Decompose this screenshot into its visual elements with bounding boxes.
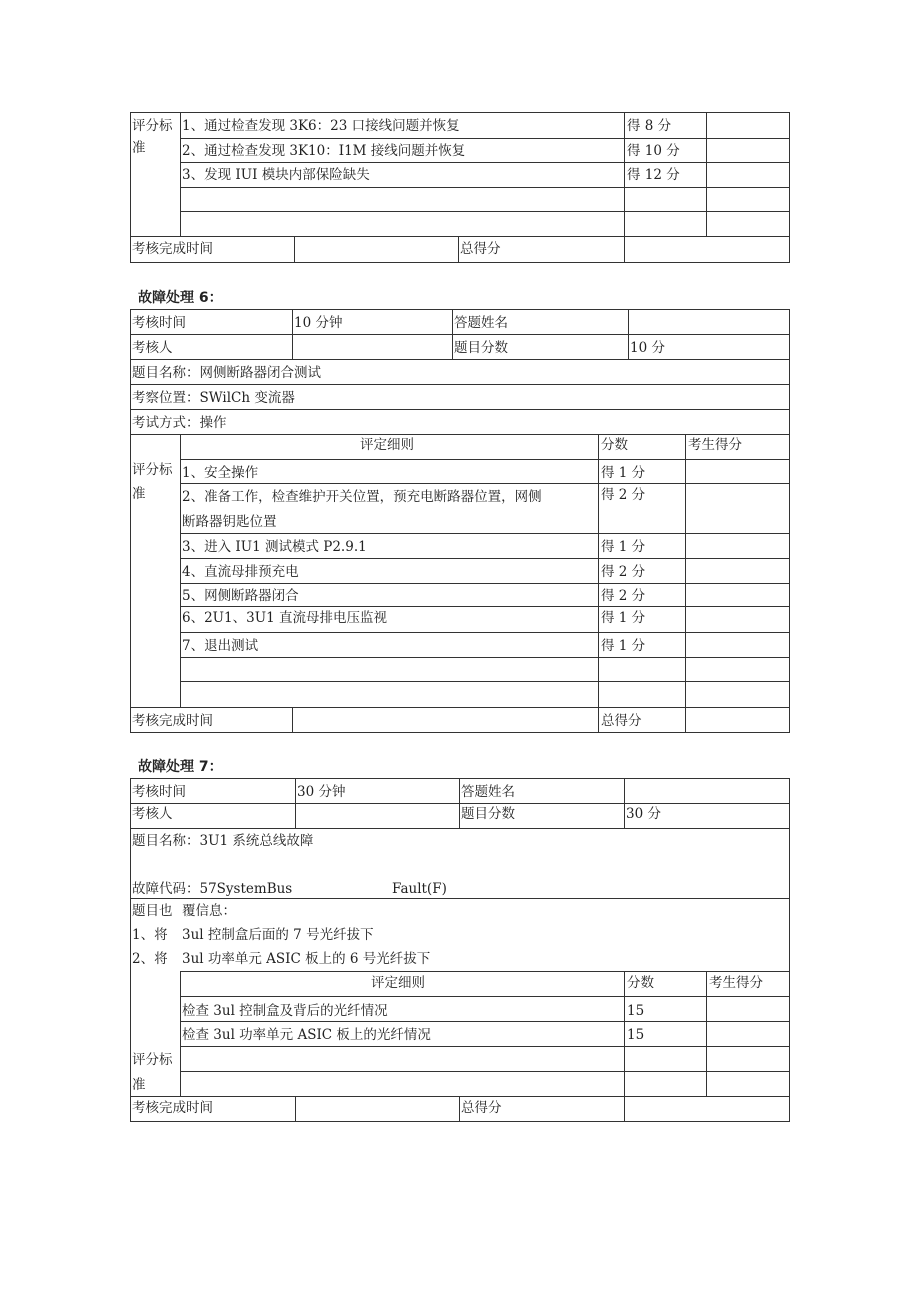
criteria-item: 7、退出测试	[182, 638, 259, 654]
exam-time-label: 考核时间	[132, 315, 186, 331]
criteria-item: 1、安全操作	[182, 465, 259, 481]
scoring-label-line1: 评分标	[132, 462, 173, 478]
step1-text: 3ul 控制盒后面的 7 号光纤拔下	[182, 927, 374, 943]
points-header: 分数	[627, 975, 654, 991]
question-name: 题目名称：网侧断路器闭合测试	[132, 365, 321, 381]
score-value: 30 分	[626, 806, 661, 822]
criteria-score: 得 1 分	[601, 610, 646, 626]
criteria-score: 得 2 分	[601, 564, 646, 580]
question-name: 题目名称：3U1 系统总线故障	[132, 833, 314, 849]
criteria-header: 评定细则	[360, 437, 414, 453]
exam-method: 考试方式：操作	[132, 415, 227, 431]
score-value: 10 分	[630, 340, 665, 356]
total-score-label: 总得分	[460, 241, 501, 257]
criteria-item: 2、准备工作，检查维护开关位置，预充电断路器位置，网侧	[182, 489, 542, 505]
step2-text: 3ul 功率单元 ASIC 板上的 6 号光纤拔下	[182, 951, 431, 967]
criteria-item: 5、网侧断路器闭合	[182, 588, 299, 604]
criteria-score: 得 2 分	[601, 588, 646, 604]
criteria-score: 15	[627, 1003, 645, 1019]
score-label: 题目分数	[454, 340, 508, 356]
finish-time-label: 考核完成时间	[132, 1100, 213, 1116]
scoring-label-line2: 准	[132, 140, 146, 156]
exam-time-label: 考核时间	[132, 784, 186, 800]
criteria-score: 得 12 分	[627, 167, 680, 183]
fault-code-label: 故障代码：57SystemBus	[132, 881, 293, 897]
step2-prefix: 2、将	[132, 951, 168, 967]
criteria-header: 评定细则	[371, 975, 425, 991]
scoring-label-line2: 准	[132, 1077, 146, 1093]
criteria-item: 检查 3ul 功率单元 ASIC 板上的光纤情况	[182, 1027, 431, 1043]
criteria-item: 2、通过检查发现 3K10：I1M 接线问题并恢复	[182, 143, 466, 159]
criteria-item: 4、直流母排预充电	[182, 564, 299, 580]
fault-code-suffix: Fault(F)	[392, 881, 447, 897]
criteria-score: 得 1 分	[601, 638, 646, 654]
criteria-score: 15	[627, 1027, 645, 1043]
finish-time-label: 考核完成时间	[132, 241, 213, 257]
criteria-item-continued: 断路器钥匙位置	[182, 514, 277, 530]
info-prefix: 题目也	[132, 903, 173, 919]
examiner-label: 考核人	[132, 340, 173, 356]
criteria-score: 得 1 分	[601, 539, 646, 555]
answerer-label: 答题姓名	[461, 784, 515, 800]
info-text: 覆信息：	[182, 903, 236, 919]
exam-time-value: 30 分钟	[297, 784, 346, 800]
criteria-item: 检查 3ul 控制盒及背后的光纤情况	[182, 1003, 388, 1019]
criteria-score: 得 10 分	[627, 143, 680, 159]
answerer-label: 答题姓名	[454, 315, 508, 331]
candidate-score-header: 考生得分	[709, 975, 763, 991]
finish-time-label: 考核完成时间	[132, 713, 213, 729]
criteria-item: 1、通过检查发现 3K6：23 口接线问题并恢复	[182, 118, 460, 134]
examiner-label: 考核人	[132, 806, 173, 822]
exam-time-value: 10 分钟	[294, 315, 343, 331]
inspection-location: 考察位置：SWilCh 变流器	[132, 390, 295, 406]
criteria-item: 3、发现 IUI 模块内部保险缺失	[182, 167, 370, 183]
criteria-score: 得 8 分	[627, 118, 672, 134]
scoring-label-line2: 准	[132, 486, 146, 502]
total-score-label: 总得分	[461, 1100, 502, 1116]
criteria-item: 3、进入 IU1 测试模式 P2.9.1	[182, 539, 367, 555]
step1-prefix: 1、将	[132, 927, 168, 943]
criteria-score: 得 2 分	[601, 487, 646, 503]
points-header: 分数	[601, 437, 628, 453]
criteria-item: 6、2U1、3U1 直流母排电压监视	[182, 610, 387, 626]
criteria-score: 得 1 分	[601, 465, 646, 481]
score-label: 题目分数	[461, 806, 515, 822]
scoring-label-line1: 评分标	[132, 1052, 173, 1068]
total-score-label: 总得分	[601, 713, 642, 729]
scoring-label-line1: 评分标	[132, 118, 173, 134]
fault7-title: 故障处理 7：	[138, 759, 223, 775]
fault6-title: 故障处理 6：	[138, 290, 223, 306]
candidate-score-header: 考生得分	[688, 437, 742, 453]
